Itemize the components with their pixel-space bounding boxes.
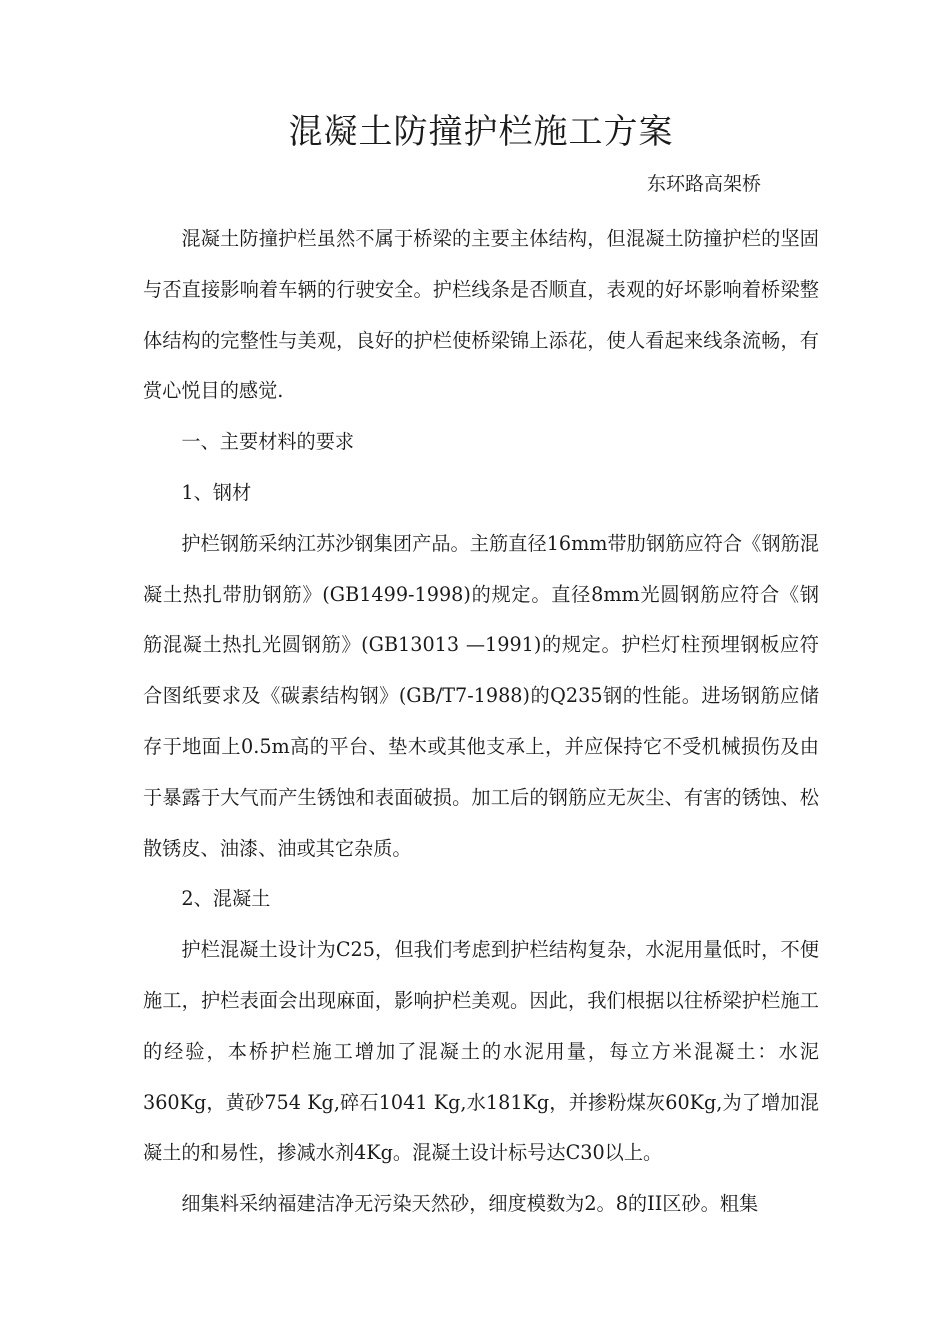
document-title: 混凝土防撞护栏施工方案 — [288, 112, 674, 152]
aggregate-paragraph: 细集料采纳福建洁净无污染天然砂，细度模数为2。8的II区砂。粗集 — [181, 1192, 759, 1216]
subsection-heading-steel: 1、钢材 — [181, 480, 252, 504]
document-page — [143, 104, 819, 1230]
intro-paragraph: 混凝土防撞护栏虽然不属于桥梁的主要主体结构，但混凝土防撞护栏的坚固与否直接影响着车辆的行驶安全。护栏线条是否顺直，表观的好坏影响着桥梁整体结构的完整性与美观，良好的护栏使桥梁锦上添花，使人看起来线条流畅，有赏心悦目的感觉. — [143, 227, 819, 403]
document-subtitle: 东环路高架桥 — [646, 173, 761, 195]
section-heading-materials: 一、主要材料的要求 — [181, 430, 355, 454]
concrete-paragraph: 护栏混凝土设计为C25，但我们考虑到护栏结构复杂，水泥用量低时，不便施工，护栏表面会出现麻面，影响护栏美观。因此，我们根据以往桥梁护栏施工的经验，本桥护栏施工增加了混凝土的水泥用量，每立方米混凝土：水泥360Kg，黄砂754 Kg,碎石1041 Kg,水181Kg，并掺粉煤灰60Kg,为了增加混凝土的和易性，掺减水剂4Kg。混凝土设计标号达C30以上。 — [143, 938, 819, 1165]
subsection-heading-concrete: 2、混凝土 — [181, 887, 271, 911]
steel-paragraph: 护栏钢筋采纳江苏沙钢集团产品。主筋直径16mm带肋钢筋应符合《钢筋混凝土热扎带肋钢筋》(GB1499-1998)的规定。直径8mm光圆钢筋应符合《钢筋混凝土热扎光圆钢筋》(GB13013 —1991)的规定。护栏灯柱预埋钢板应符合图纸要求及《碳素结构钢》(GB/T7-1988)的Q235钢的性能。进场钢筋应储存于地面上0.5m高的平台、垫木或其他支承上，并应保持它不受机械损伤及由于暴露于大气而产生锈蚀和表面破损。加工后的钢筋应无灰尘、有害的锈蚀、松散锈皮、油漆、油或其它杂质。 — [143, 531, 819, 860]
